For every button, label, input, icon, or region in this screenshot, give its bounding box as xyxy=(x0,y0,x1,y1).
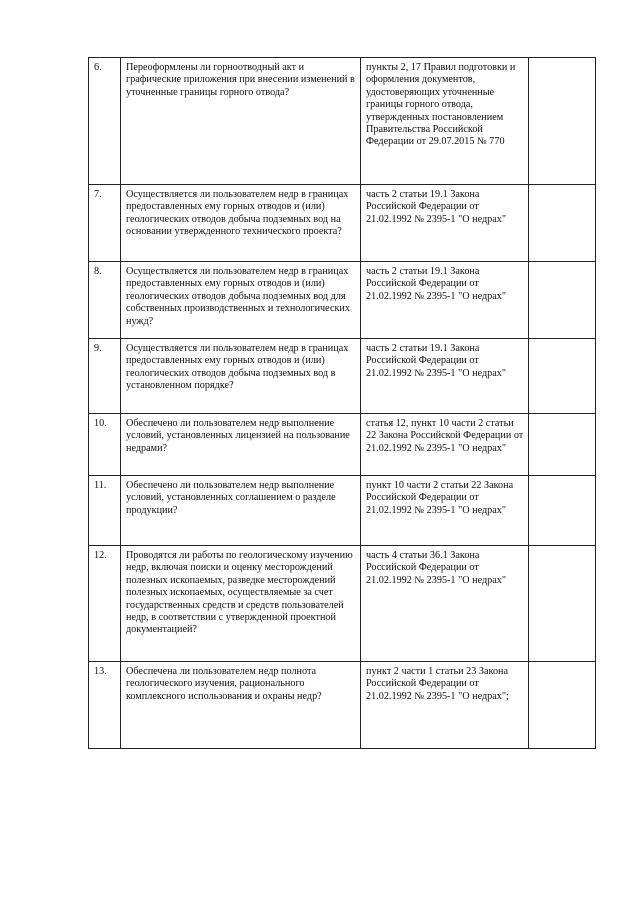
question-text: Обеспечена ли пользователем недр полнота геологического изучения, рационального комплексного использования и охраны недр? xyxy=(121,662,361,749)
row-number: 6. xyxy=(89,58,121,185)
answer-cell xyxy=(529,339,596,414)
answer-cell xyxy=(529,262,596,339)
question-text: Проводятся ли работы по геологическому изучению недр, включая поиски и оценку месторождений полезных ископаемых, разведке месторождений полезных ископаемых, осуществляемые за счет государственных средств и средств пользователей недр, в соответствии с утвержденной проектной документацией? xyxy=(121,546,361,662)
table-row xyxy=(89,185,596,262)
legal-reference: часть 4 статьи 36.1 Закона Российской Федерации от 21.02.1992 № 2395-1 "О недрах" xyxy=(361,546,529,662)
question-text: Переоформлены ли горноотводный акт и графические приложения при внесении изменений в уточненные границы горного отвода? xyxy=(121,58,361,185)
row-number: 8. xyxy=(89,262,121,339)
question-text: Осуществляется ли пользователем недр в границах предоставленных ему горных отводов и (или) геологических отводов добыча подземных вод для собственных производственных и технологических нужд? xyxy=(121,262,361,339)
table-row xyxy=(89,262,596,339)
checklist-table xyxy=(88,57,596,749)
legal-reference: пункт 10 части 2 статьи 22 Закона Российской Федерации от 21.02.1992 № 2395-1 "О недрах" xyxy=(361,476,529,546)
answer-cell xyxy=(529,414,596,476)
legal-reference: пункты 2, 17 Правил подготовки и оформления документов, удостоверяющих уточненные границы горного отвода, утвержденных постановлением Правительства Российской Федерации от 29.07.2015 № 770 xyxy=(361,58,529,185)
question-text: Осуществляется ли пользователем недр в границах предоставленных ему горных отводов и (или) геологических отводов добыча подземных вод на основании утвержденного технического проекта? xyxy=(121,185,361,262)
answer-cell xyxy=(529,546,596,662)
table-row xyxy=(89,414,596,476)
answer-cell xyxy=(529,476,596,546)
legal-reference: часть 2 статьи 19.1 Закона Российской Федерации от 21.02.1992 № 2395-1 "О недрах" xyxy=(361,339,529,414)
answer-cell xyxy=(529,662,596,749)
row-number: 7. xyxy=(89,185,121,262)
legal-reference: статья 12, пункт 10 части 2 статьи 22 Закона Российской Федерации от 21.02.1992 № 2395-1 "О недрах" xyxy=(361,414,529,476)
question-text: Осуществляется ли пользователем недр в границах предоставленных ему горных отводов и (или) геологических отводов добыча подземных вод в установленном порядке? xyxy=(121,339,361,414)
row-number: 9. xyxy=(89,339,121,414)
legal-reference: часть 2 статьи 19.1 Закона Российской Федерации от 21.02.1992 № 2395-1 "О недрах" xyxy=(361,185,529,262)
table-row xyxy=(89,58,596,185)
row-number: 13. xyxy=(89,662,121,749)
row-number: 12. xyxy=(89,546,121,662)
table-row xyxy=(89,476,596,546)
answer-cell xyxy=(529,185,596,262)
legal-reference: часть 2 статьи 19.1 Закона Российской Федерации от 21.02.1992 № 2395-1 "О недрах" xyxy=(361,262,529,339)
legal-reference: пункт 2 части 1 статьи 23 Закона Российской Федерации от 21.02.1992 № 2395-1 "О недрах"; xyxy=(361,662,529,749)
answer-cell xyxy=(529,58,596,185)
row-number: 10. xyxy=(89,414,121,476)
question-text: Обеспечено ли пользователем недр выполнение условий, установленных лицензией на пользование недрами? xyxy=(121,414,361,476)
table-row xyxy=(89,546,596,662)
table-row xyxy=(89,339,596,414)
row-number: 11. xyxy=(89,476,121,546)
table-row xyxy=(89,662,596,749)
question-text: Обеспечено ли пользователем недр выполнение условий, установленных соглашением о разделе продукции? xyxy=(121,476,361,546)
